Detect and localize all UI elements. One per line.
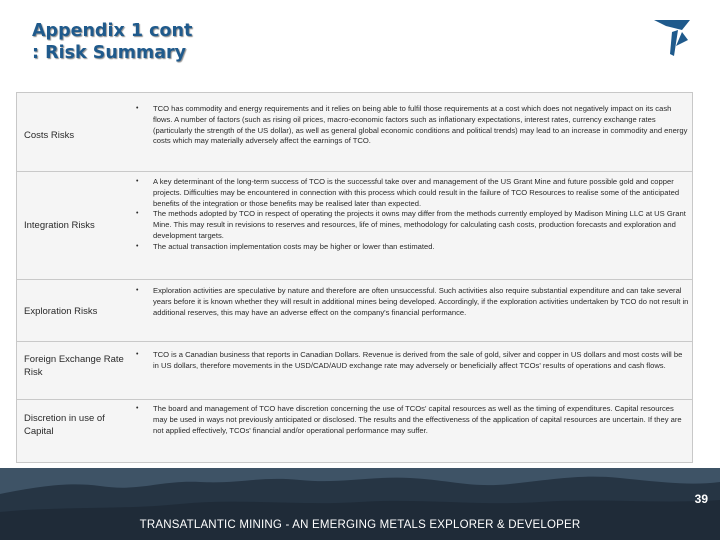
bullet-icon: • <box>136 178 139 185</box>
risk-bullet: • The actual transaction implementation costs may be higher or lower than estimated. <box>136 241 435 251</box>
risk-description <box>129 104 689 147</box>
risk-summary-table <box>16 92 693 463</box>
risk-bullet: • The board and management of TCO have discretion concerning the use of TCOs' capital resources as well as the timing of expenditures. Capital resources may be used in ways not previously anticipated or disclosed. The results and the effectiveness of the application of capital resources are uncertain. If they are not applied effectively, TCOs' financial and/or operational performance may suffer. <box>136 404 682 435</box>
risk-label: Integration Risks <box>24 220 95 231</box>
risk-label: Foreign Exchange Rate Risk <box>24 354 124 378</box>
risk-description <box>129 350 689 372</box>
risk-row-exploration <box>17 279 692 342</box>
title-line-2: : Risk Summary <box>32 43 187 63</box>
bullet-icon: • <box>136 287 139 294</box>
bullet-icon: • <box>136 105 139 112</box>
bullet-icon: • <box>136 405 139 412</box>
risk-label: Costs Risks <box>24 130 75 141</box>
risk-label: Exploration Risks <box>24 306 98 317</box>
bullet-icon: • <box>136 210 139 218</box>
risk-row-discretion <box>17 399 692 462</box>
risk-bullet: • The methods adopted by TCO in respect of operating the projects it owns may differ from the methods currently employed by Madison Mining LLC at US Grant Mine. This may result in revisions to reserves and resources, life of mines, methodology for calculating cash costs, production forecasts and exploration and development targets. <box>136 209 686 240</box>
risk-description <box>129 404 689 436</box>
bullet-icon: • <box>136 351 139 358</box>
risk-row-foreign-exchange <box>17 341 692 400</box>
risk-row-costs <box>17 93 692 172</box>
risk-bullet: • Exploration activities are speculative by nature and therefore are often unsuccessful. Such activities also require substantial expenditure and can take several years before it is known whether they will result in additional mines being developed. Accordingly, if the exploration activities undertaken by TCO do not result in additional reserves, this may have an adverse effect on the company's financial performance. <box>136 286 689 317</box>
bullet-icon: • <box>136 242 139 250</box>
footer-tagline: TRANSATLANTIC MINING - AN EMERGING METALS EXPLORER & DEVELOPER <box>139 519 581 531</box>
risk-bullet: • A key determinant of the long-term success of TCO is the successful take over and management of the US Grant Mine and future possible gold and copper projects. Difficulties may be encountered in connection with this process which could result in the failure of TCO Resources to realise some of the anticipated benefits of the integration or those benefits may be realised later than expected. <box>136 177 680 208</box>
risk-bullet: • TCO has commodity and energy requirements and it relies on being able to fulfil those requirements at a cost which does not negatively impact on its cash flows. A number of factors (such as rising oil prices, macro-economic factors such as inflationary expectations, interest rates, currency exchange rates (particularly the strength of the US dollar), as well as general global economic conditions and political trends) may lead to an increase in commodity and energy costs which may materially adversely affect the earnings of TCO. <box>136 104 688 146</box>
tco-arrow-logo-icon <box>652 18 692 58</box>
page-title <box>32 20 192 64</box>
page-number: 39 <box>694 492 708 506</box>
risk-description <box>129 177 689 253</box>
risk-bullet: • TCO is a Canadian business that reports in Canadian Dollars. Revenue is derived from the sale of gold, silver and copper in US dollars and most costs will be in US dollars, therefore movements in the USD/CAD/AUD exchange rate may adversely or beneficially affect TCOs' results of operations and cash flows. <box>136 350 683 370</box>
risk-row-integration <box>17 171 692 280</box>
risk-description <box>129 286 689 318</box>
risk-label: Discretion in use of Capital <box>24 413 105 437</box>
title-line-1: Appendix 1 cont <box>32 21 193 41</box>
